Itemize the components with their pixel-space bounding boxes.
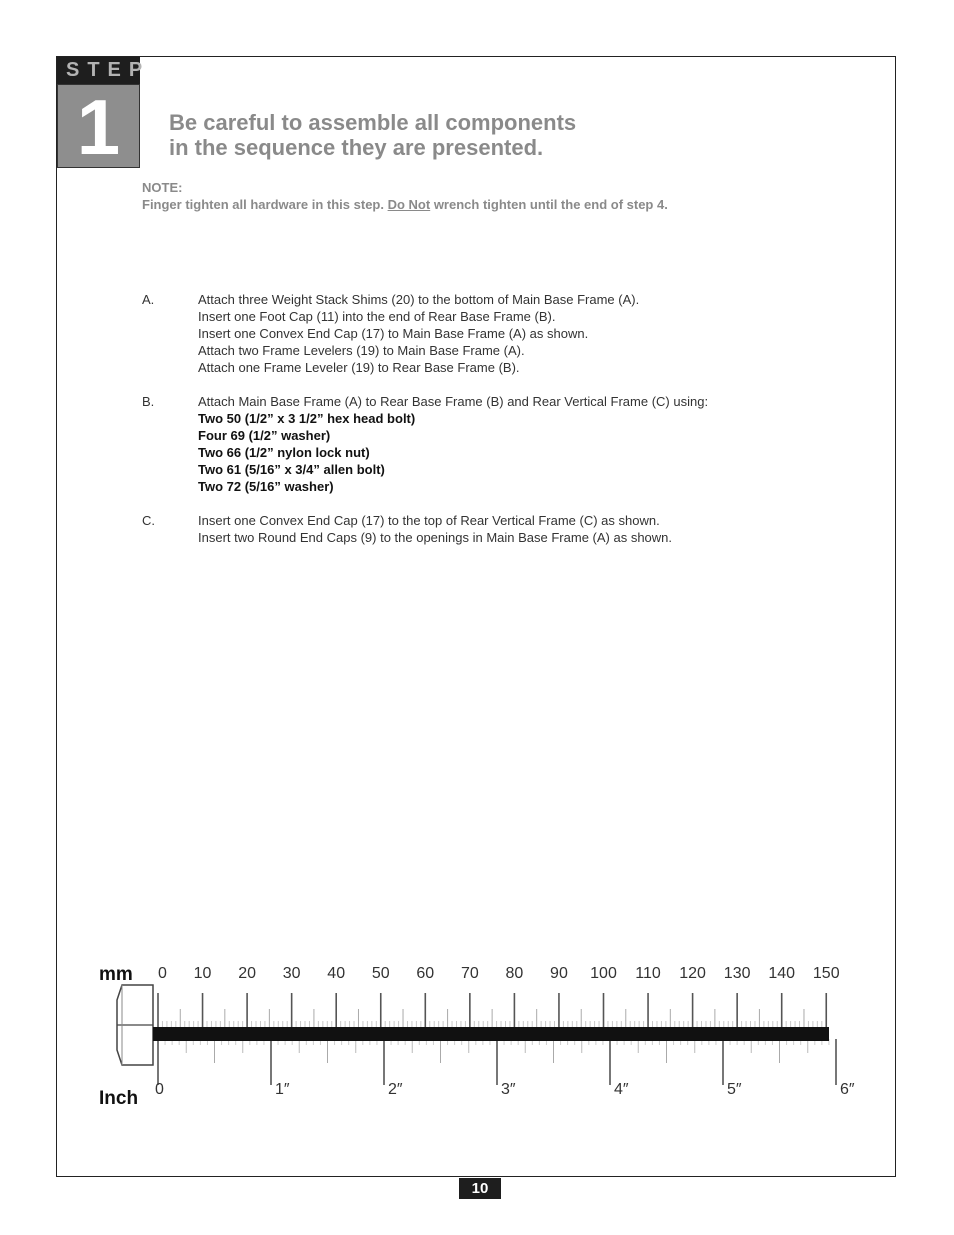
mm-tick-label: 20: [238, 965, 256, 982]
mm-tick-label: 100: [590, 965, 617, 982]
inch-tick-label: 2″: [388, 1081, 403, 1098]
headline-line-1: Be careful to assemble all components: [169, 110, 577, 135]
hardware-line: Two 66 (1/2” nylon lock nut): [198, 445, 370, 460]
instruction-letter: A.: [142, 292, 155, 307]
inch-tick-label: 5″: [727, 1081, 742, 1098]
page-headline: [169, 110, 729, 160]
instruction-line: Insert one Foot Cap (11) into the end of Rear Base Frame (B).: [198, 309, 556, 324]
instruction-line: Attach one Frame Leveler (19) to Rear Base Frame (B).: [198, 360, 520, 375]
instruction-line: Insert two Round End Caps (9) to the openings in Main Base Frame (A) as shown.: [198, 530, 673, 545]
inch-tick-label: 4″: [614, 1081, 629, 1098]
inch-unit-label: Inch: [99, 1088, 139, 1109]
hardware-line: Two 72 (5/16” washer): [198, 479, 334, 494]
instruction-item: [142, 393, 842, 495]
instruction-line: Insert one Convex End Cap (17) to the top of Rear Vertical Frame (C) as shown.: [198, 513, 660, 528]
step-number: 1: [57, 84, 140, 168]
measurement-ruler: [95, 955, 865, 1115]
mm-tick-label: 50: [371, 965, 390, 982]
note-text-after: wrench tighten until the end of step 4.: [430, 197, 668, 212]
instruction-lines: [198, 512, 672, 546]
mm-tick-label: 0: [158, 965, 167, 982]
mm-tick-label: 130: [723, 965, 751, 982]
instructions-list: [142, 291, 842, 563]
step-label: STEP: [57, 57, 140, 84]
note-title: NOTE:: [142, 180, 183, 195]
inch-tick-label: 1″: [275, 1081, 290, 1098]
inch-tick-label: 3″: [501, 1081, 516, 1098]
hardware-line: Four 69 (1/2” washer): [198, 428, 331, 443]
hardware-line: Two 50 (1/2” x 3 1/2” hex head bolt): [198, 411, 416, 426]
mm-tick-label: 140: [768, 965, 796, 982]
instruction-item: [142, 512, 842, 546]
inch-tick-label: 6″: [840, 1081, 855, 1098]
instruction-letter: B.: [142, 394, 155, 409]
mm-tick-label: 70: [460, 965, 479, 982]
page-number: 10: [459, 1178, 501, 1199]
note-block: [142, 179, 842, 213]
hardware-line: Two 61 (5/16” x 3/4” allen bolt): [198, 462, 385, 477]
mm-unit-label: mm: [99, 964, 133, 985]
note-text-before: Finger tighten all hardware in this step.: [142, 197, 388, 212]
headline-line-2: in the sequence they are presented.: [169, 135, 544, 160]
instruction-line: Attach two Frame Levelers (19) to Main Base Frame (A).: [198, 343, 525, 358]
mm-tick-label: 90: [550, 965, 568, 982]
mm-tick-label: 10: [193, 965, 212, 982]
instruction-lines: [198, 393, 708, 495]
instruction-item: [142, 291, 842, 376]
bolt-shaft: [153, 1027, 829, 1041]
mm-tick-label: 120: [679, 965, 706, 982]
mm-tick-label: 30: [282, 965, 301, 982]
ruler-graphic: [95, 955, 865, 1115]
mm-tick-label: 150: [812, 965, 840, 982]
instruction-line: Attach Main Base Frame (A) to Rear Base Frame (B) and Rear Vertical Frame (C) using:: [198, 394, 709, 409]
note-underlined-text: Do Not: [387, 197, 431, 212]
instruction-line: Insert one Convex End Cap (17) to Main Base Frame (A) as shown.: [198, 326, 589, 341]
note-text: [142, 196, 842, 213]
mm-tick-label: 80: [505, 965, 524, 982]
instruction-lines: [198, 291, 639, 376]
mm-tick-label: 110: [635, 965, 661, 982]
instruction-line: Attach three Weight Stack Shims (20) to the bottom of Main Base Frame (A).: [198, 292, 640, 307]
inch-tick-label: 0: [155, 1081, 164, 1098]
mm-tick-label: 60: [416, 965, 435, 982]
mm-tick-label: 40: [327, 965, 346, 982]
instruction-letter: C.: [142, 513, 155, 528]
